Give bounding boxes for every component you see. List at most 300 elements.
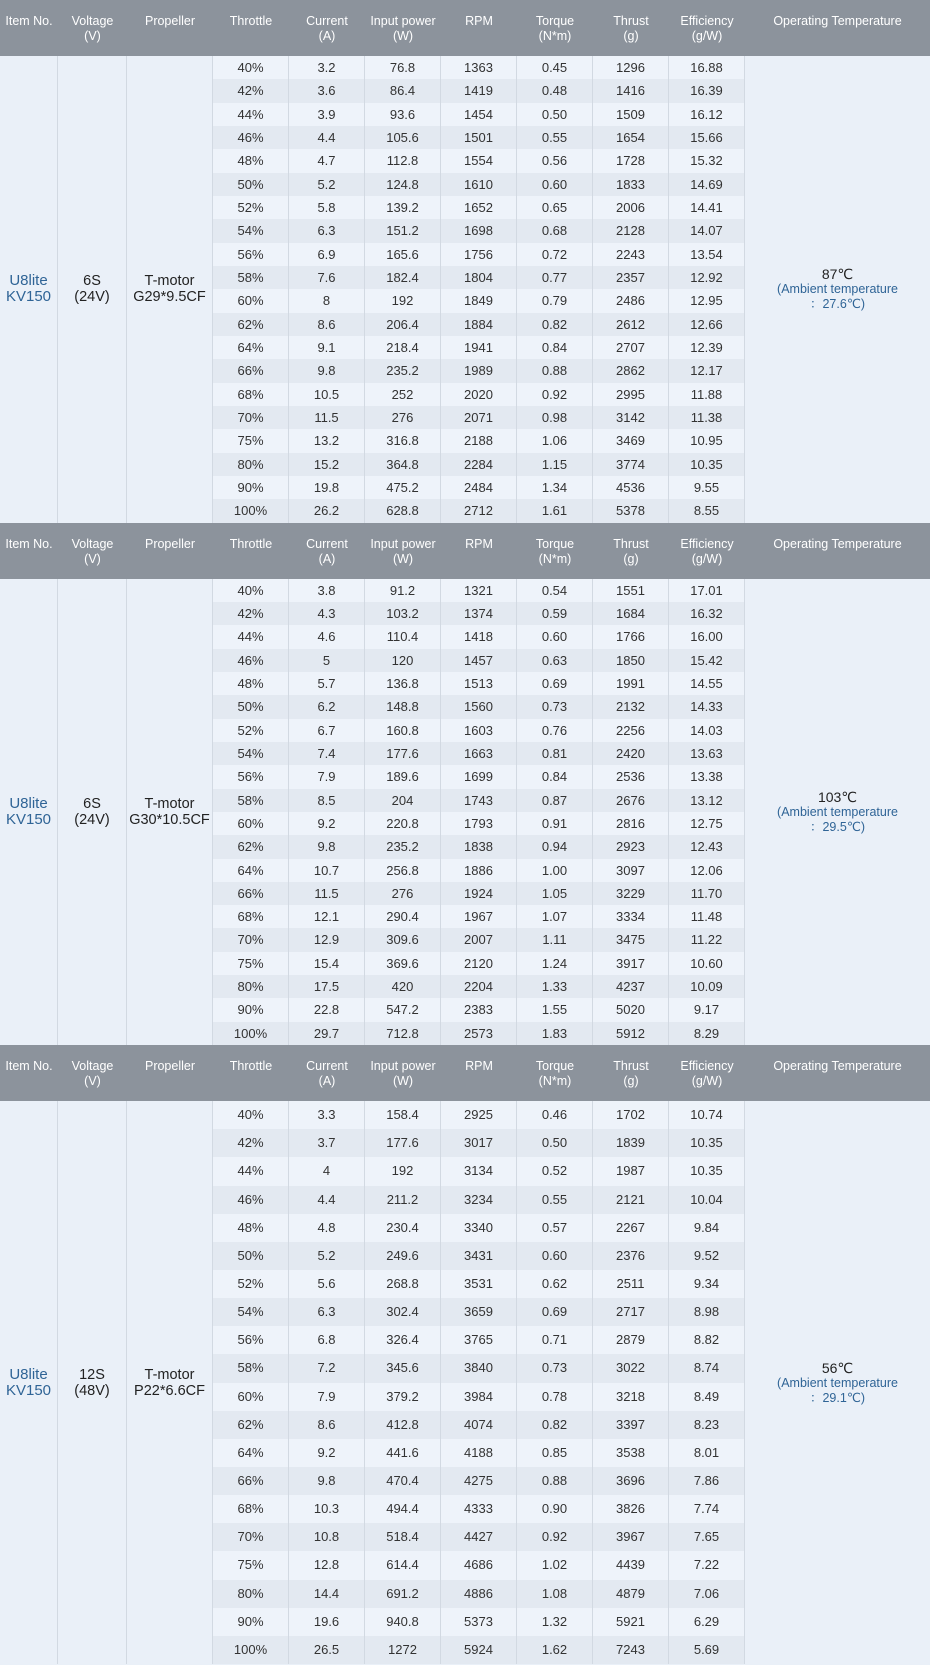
efficiency-cell: 8.01 (669, 1439, 745, 1467)
rpm-cell: 1849 (441, 289, 517, 312)
current-cell: 4.8 (289, 1214, 365, 1242)
current-cell: 9.2 (289, 1439, 365, 1467)
current-cell: 3.9 (289, 103, 365, 126)
ambient-temperature-value: ：29.5℃) (809, 819, 866, 834)
thrust-cell: 2132 (593, 695, 669, 718)
thrust-cell: 4879 (593, 1580, 669, 1608)
table-row (213, 476, 745, 499)
throttle-cell: 80% (213, 975, 289, 998)
operating-temperature-value: 103℃ (817, 788, 858, 805)
efficiency-cell: 11.88 (669, 383, 745, 406)
current-cell: 3.2 (289, 56, 365, 79)
voltage-cell: 6S (24V) (58, 579, 127, 1046)
efficiency-cell: 12.95 (669, 289, 745, 312)
throttle-cell: 58% (213, 1354, 289, 1382)
throttle-cell: 75% (213, 429, 289, 452)
table-row (213, 103, 745, 126)
efficiency-cell: 8.98 (669, 1298, 745, 1326)
input-power-cell: 182.4 (365, 266, 441, 289)
throttle-cell: 50% (213, 695, 289, 718)
current-cell: 9.2 (289, 812, 365, 835)
rpm-cell: 1804 (441, 266, 517, 289)
throttle-cell: 62% (213, 1411, 289, 1439)
table-row (213, 649, 745, 672)
thrust-cell: 2923 (593, 835, 669, 858)
input-power-cell: 614.4 (365, 1551, 441, 1579)
efficiency-cell: 13.38 (669, 765, 745, 788)
current-cell: 8.6 (289, 1411, 365, 1439)
rpm-cell: 4886 (441, 1580, 517, 1608)
thrust-cell: 3229 (593, 882, 669, 905)
thrust-cell: 5020 (593, 998, 669, 1021)
input-power-cell: 276 (365, 882, 441, 905)
torque-cell: 0.81 (517, 742, 593, 765)
current-cell: 7.6 (289, 266, 365, 289)
torque-cell: 0.54 (517, 579, 593, 602)
header-current: Current (A) (306, 14, 348, 43)
rpm-cell: 2120 (441, 952, 517, 975)
thrust-cell: 1702 (593, 1101, 669, 1129)
torque-cell: 1.34 (517, 476, 593, 499)
throttle-cell: 75% (213, 1551, 289, 1579)
throttle-cell: 54% (213, 219, 289, 242)
rpm-cell: 1793 (441, 812, 517, 835)
rpm-cell: 3017 (441, 1129, 517, 1157)
header-operating-temperature: Operating Temperature (773, 536, 902, 551)
header-voltage: Voltage (V) (71, 1059, 114, 1089)
table-row (213, 1242, 745, 1270)
thrust-cell: 1991 (593, 672, 669, 695)
thrust-cell: 2995 (593, 383, 669, 406)
header-torque: Torque (N*m) (535, 536, 575, 566)
input-power-cell: 105.6 (365, 126, 441, 149)
thrust-cell: 2612 (593, 313, 669, 336)
ambient-temperature-value: ：29.1℃) (809, 1390, 866, 1405)
torque-cell: 0.69 (517, 1298, 593, 1326)
input-power-cell: 136.8 (365, 672, 441, 695)
rpm-cell: 1321 (441, 579, 517, 602)
rpm-cell: 5924 (441, 1636, 517, 1664)
header-current: Current (A) (306, 536, 348, 566)
table-row (213, 453, 745, 476)
thrust-cell: 3097 (593, 859, 669, 882)
rpm-cell: 1363 (441, 56, 517, 79)
input-power-cell: 112.8 (365, 149, 441, 172)
torque-cell: 0.55 (517, 1186, 593, 1214)
thrust-cell: 1551 (593, 579, 669, 602)
throttle-cell: 80% (213, 1580, 289, 1608)
table-row (213, 905, 745, 928)
input-power-cell: 218.4 (365, 336, 441, 359)
efficiency-cell: 13.54 (669, 243, 745, 266)
rpm-cell: 1941 (441, 336, 517, 359)
torque-cell: 0.76 (517, 719, 593, 742)
current-cell: 5.2 (289, 1242, 365, 1270)
torque-cell: 0.85 (517, 1439, 593, 1467)
table-row (213, 672, 745, 695)
efficiency-cell: 15.32 (669, 149, 745, 172)
thrust-cell: 2357 (593, 266, 669, 289)
torque-cell: 0.73 (517, 1354, 593, 1382)
input-power-cell: 158.4 (365, 1101, 441, 1129)
efficiency-cell: 10.35 (669, 1157, 745, 1185)
table-row (213, 1270, 745, 1298)
efficiency-cell: 11.38 (669, 406, 745, 429)
rpm-cell: 5373 (441, 1608, 517, 1636)
thrust-cell: 2006 (593, 196, 669, 219)
ambient-temperature-value: ：27.6℃) (809, 297, 866, 312)
efficiency-cell: 10.04 (669, 1186, 745, 1214)
throttle-cell: 46% (213, 1186, 289, 1214)
rpm-cell: 1838 (441, 835, 517, 858)
torque-cell: 0.45 (517, 56, 593, 79)
current-cell: 4.6 (289, 625, 365, 648)
input-power-cell: 940.8 (365, 1608, 441, 1636)
input-power-cell: 211.2 (365, 1186, 441, 1214)
thrust-cell: 1987 (593, 1157, 669, 1185)
torque-cell: 0.91 (517, 812, 593, 835)
rpm-cell: 3531 (441, 1270, 517, 1298)
input-power-cell: 103.2 (365, 602, 441, 625)
table-row (213, 998, 745, 1021)
torque-cell: 0.84 (517, 336, 593, 359)
current-cell: 6.3 (289, 1298, 365, 1326)
data-rows (213, 56, 745, 523)
throttle-cell: 60% (213, 1383, 289, 1411)
efficiency-cell: 12.06 (669, 859, 745, 882)
table-row (213, 429, 745, 452)
table-row (213, 579, 745, 602)
header-efficiency: Efficiency (g/W) (680, 536, 734, 566)
table-body (0, 56, 930, 523)
input-power-cell: 369.6 (365, 952, 441, 975)
current-cell: 7.9 (289, 765, 365, 788)
throttle-cell: 44% (213, 625, 289, 648)
torque-cell: 0.82 (517, 1411, 593, 1439)
thrust-cell: 2511 (593, 1270, 669, 1298)
efficiency-cell: 10.95 (669, 429, 745, 452)
throttle-cell: 90% (213, 476, 289, 499)
current-cell: 9.8 (289, 835, 365, 858)
rpm-cell: 1652 (441, 196, 517, 219)
header-operating-temperature: Operating Temperature (773, 1059, 902, 1074)
efficiency-cell: 12.66 (669, 313, 745, 336)
table-row (213, 1523, 745, 1551)
table-header-row (0, 523, 930, 579)
rpm-cell: 1418 (441, 625, 517, 648)
voltage-cell: 6S (24V) (58, 56, 127, 523)
input-power-cell: 120 (365, 649, 441, 672)
input-power-cell: 412.8 (365, 1411, 441, 1439)
throttle-cell: 56% (213, 243, 289, 266)
table-row (213, 812, 745, 835)
input-power-cell: 165.6 (365, 243, 441, 266)
throttle-cell: 48% (213, 672, 289, 695)
rpm-cell: 1560 (441, 695, 517, 718)
current-cell: 29.7 (289, 1022, 365, 1045)
current-cell: 7.2 (289, 1354, 365, 1382)
header-propeller: Propeller (144, 536, 196, 551)
table-row (213, 952, 745, 975)
rpm-cell: 1884 (441, 313, 517, 336)
torque-cell: 1.08 (517, 1580, 593, 1608)
throttle-cell: 75% (213, 952, 289, 975)
current-cell: 19.6 (289, 1608, 365, 1636)
table-row (213, 1580, 745, 1608)
rpm-cell: 2007 (441, 928, 517, 951)
current-cell: 19.8 (289, 476, 365, 499)
table-row (213, 695, 745, 718)
table-row (213, 243, 745, 266)
throttle-cell: 54% (213, 742, 289, 765)
header-efficiency: Efficiency (g/W) (680, 1059, 734, 1089)
torque-cell: 0.60 (517, 625, 593, 648)
throttle-cell: 68% (213, 1495, 289, 1523)
throttle-cell: 70% (213, 1523, 289, 1551)
rpm-cell: 4275 (441, 1467, 517, 1495)
thrust-cell: 2879 (593, 1326, 669, 1354)
thrust-cell: 1850 (593, 649, 669, 672)
rpm-cell: 2188 (441, 429, 517, 452)
rpm-cell: 1610 (441, 173, 517, 196)
torque-cell: 0.71 (517, 1326, 593, 1354)
torque-cell: 0.69 (517, 672, 593, 695)
current-cell: 9.1 (289, 336, 365, 359)
rpm-cell: 1513 (441, 672, 517, 695)
table-row (213, 1495, 745, 1523)
operating-temperature-value: 56℃ (821, 1359, 854, 1376)
throttle-cell: 40% (213, 1101, 289, 1129)
current-cell: 3.8 (289, 579, 365, 602)
current-cell: 22.8 (289, 998, 365, 1021)
efficiency-cell: 15.42 (669, 649, 745, 672)
input-power-cell: 192 (365, 289, 441, 312)
thrust-cell: 1296 (593, 56, 669, 79)
current-cell: 6.2 (289, 695, 365, 718)
input-power-cell: 148.8 (365, 695, 441, 718)
torque-cell: 0.79 (517, 289, 593, 312)
throttle-cell: 100% (213, 1022, 289, 1045)
table-row (213, 602, 745, 625)
thrust-cell: 3022 (593, 1354, 669, 1382)
rpm-cell: 4686 (441, 1551, 517, 1579)
input-power-cell: 204 (365, 789, 441, 812)
rpm-cell: 4188 (441, 1439, 517, 1467)
current-cell: 8.6 (289, 313, 365, 336)
torque-cell: 0.87 (517, 789, 593, 812)
input-power-cell: 235.2 (365, 359, 441, 382)
thrust-cell: 4439 (593, 1551, 669, 1579)
input-power-cell: 475.2 (365, 476, 441, 499)
torque-cell: 0.90 (517, 1495, 593, 1523)
throttle-cell: 52% (213, 196, 289, 219)
table-row (213, 625, 745, 648)
torque-cell: 0.56 (517, 149, 593, 172)
efficiency-cell: 14.03 (669, 719, 745, 742)
input-power-cell: 326.4 (365, 1326, 441, 1354)
thrust-cell: 5378 (593, 499, 669, 522)
efficiency-cell: 9.17 (669, 998, 745, 1021)
rpm-cell: 4427 (441, 1523, 517, 1551)
thrust-cell: 3696 (593, 1467, 669, 1495)
current-cell: 8 (289, 289, 365, 312)
efficiency-cell: 16.39 (669, 79, 745, 102)
operating-temperature-cell (745, 579, 930, 1046)
torque-cell: 0.88 (517, 359, 593, 382)
table-row (213, 289, 745, 312)
current-cell: 8.5 (289, 789, 365, 812)
current-cell: 3.7 (289, 1129, 365, 1157)
torque-cell: 0.78 (517, 1383, 593, 1411)
propeller-cell: T-motor P22*6.6CF (127, 1101, 213, 1664)
table-row (213, 789, 745, 812)
efficiency-cell: 9.34 (669, 1270, 745, 1298)
efficiency-cell: 13.63 (669, 742, 745, 765)
efficiency-cell: 11.70 (669, 882, 745, 905)
torque-cell: 0.59 (517, 602, 593, 625)
throttle-cell: 68% (213, 905, 289, 928)
test-section (0, 1045, 930, 1664)
rpm-cell: 1419 (441, 79, 517, 102)
current-cell: 12.9 (289, 928, 365, 951)
efficiency-cell: 14.69 (669, 173, 745, 196)
input-power-cell: 256.8 (365, 859, 441, 882)
thrust-cell: 1684 (593, 602, 669, 625)
input-power-cell: 249.6 (365, 1242, 441, 1270)
ambient-temperature-label: (Ambient temperature (777, 1375, 898, 1390)
header-current: Current (A) (306, 1059, 348, 1089)
item-model: U8lite KV150 (5, 272, 52, 306)
thrust-cell: 2862 (593, 359, 669, 382)
rpm-cell: 1924 (441, 882, 517, 905)
current-cell: 7.4 (289, 742, 365, 765)
torque-cell: 0.46 (517, 1101, 593, 1129)
torque-cell: 1.11 (517, 928, 593, 951)
header-thrust: Thrust (g) (613, 536, 649, 566)
current-cell: 4.7 (289, 149, 365, 172)
rpm-cell: 2020 (441, 383, 517, 406)
table-row (213, 1157, 745, 1185)
efficiency-cell: 9.52 (669, 1242, 745, 1270)
thrust-cell: 2256 (593, 719, 669, 742)
input-power-cell: 93.6 (365, 103, 441, 126)
input-power-cell: 206.4 (365, 313, 441, 336)
torque-cell: 0.92 (517, 383, 593, 406)
torque-cell: 0.52 (517, 1157, 593, 1185)
thrust-cell: 1833 (593, 173, 669, 196)
throttle-cell: 62% (213, 835, 289, 858)
input-power-cell: 192 (365, 1157, 441, 1185)
current-cell: 26.5 (289, 1636, 365, 1664)
throttle-cell: 56% (213, 1326, 289, 1354)
header-item-no: Item No. (5, 1059, 53, 1074)
throttle-cell: 58% (213, 789, 289, 812)
table-row (213, 1129, 745, 1157)
rpm-cell: 1698 (441, 219, 517, 242)
rpm-cell: 2484 (441, 476, 517, 499)
current-cell: 3.6 (289, 79, 365, 102)
ambient-temperature-label: (Ambient temperature (777, 282, 898, 297)
data-rows (213, 1101, 745, 1664)
current-cell: 10.8 (289, 1523, 365, 1551)
table-row (213, 1608, 745, 1636)
rpm-cell: 2204 (441, 975, 517, 998)
current-cell: 6.7 (289, 719, 365, 742)
throttle-cell: 66% (213, 882, 289, 905)
efficiency-cell: 8.23 (669, 1411, 745, 1439)
torque-cell: 0.68 (517, 219, 593, 242)
table-row (213, 928, 745, 951)
table-row (213, 406, 745, 429)
rpm-cell: 3134 (441, 1157, 517, 1185)
efficiency-cell: 8.74 (669, 1354, 745, 1382)
throttle-cell: 46% (213, 126, 289, 149)
torque-cell: 0.63 (517, 649, 593, 672)
thrust-cell: 2243 (593, 243, 669, 266)
thrust-cell: 3334 (593, 905, 669, 928)
thrust-cell: 2486 (593, 289, 669, 312)
throttle-cell: 70% (213, 928, 289, 951)
throttle-cell: 64% (213, 336, 289, 359)
table-row (213, 1383, 745, 1411)
thrust-cell: 3774 (593, 453, 669, 476)
rpm-cell: 1699 (441, 765, 517, 788)
thrust-cell: 3826 (593, 1495, 669, 1523)
rpm-cell: 2712 (441, 499, 517, 522)
thrust-cell: 5921 (593, 1608, 669, 1636)
throttle-cell: 66% (213, 1467, 289, 1495)
torque-cell: 0.65 (517, 196, 593, 219)
header-efficiency: Efficiency (g/W) (680, 14, 734, 43)
efficiency-cell: 8.49 (669, 1383, 745, 1411)
rpm-cell: 3234 (441, 1186, 517, 1214)
header-item-no: Item No. (5, 536, 53, 551)
rpm-cell: 3984 (441, 1383, 517, 1411)
torque-cell: 1.32 (517, 1608, 593, 1636)
input-power-cell: 379.2 (365, 1383, 441, 1411)
operating-temperature-value: 87℃ (821, 266, 854, 283)
current-cell: 4.4 (289, 1186, 365, 1214)
table-row (213, 1636, 745, 1664)
torque-cell: 0.50 (517, 1129, 593, 1157)
item-no-cell (0, 1101, 58, 1664)
current-cell: 6.8 (289, 1326, 365, 1354)
table-row (213, 975, 745, 998)
table-row (213, 56, 745, 79)
current-cell: 12.1 (289, 905, 365, 928)
table-row (213, 1439, 745, 1467)
throttle-cell: 40% (213, 56, 289, 79)
throttle-cell: 48% (213, 149, 289, 172)
current-cell: 17.5 (289, 975, 365, 998)
throttle-cell: 64% (213, 1439, 289, 1467)
efficiency-cell: 13.12 (669, 789, 745, 812)
efficiency-cell: 12.75 (669, 812, 745, 835)
current-cell: 5.6 (289, 1270, 365, 1298)
header-torque: Torque (N*m) (535, 14, 575, 43)
table-row (213, 266, 745, 289)
efficiency-cell: 16.88 (669, 56, 745, 79)
torque-cell: 0.92 (517, 1523, 593, 1551)
rpm-cell: 2071 (441, 406, 517, 429)
table-row (213, 765, 745, 788)
rpm-cell: 1554 (441, 149, 517, 172)
table-row (213, 196, 745, 219)
current-cell: 4.3 (289, 602, 365, 625)
table-row (213, 835, 745, 858)
rpm-cell: 2573 (441, 1022, 517, 1045)
input-power-cell: 691.2 (365, 1580, 441, 1608)
